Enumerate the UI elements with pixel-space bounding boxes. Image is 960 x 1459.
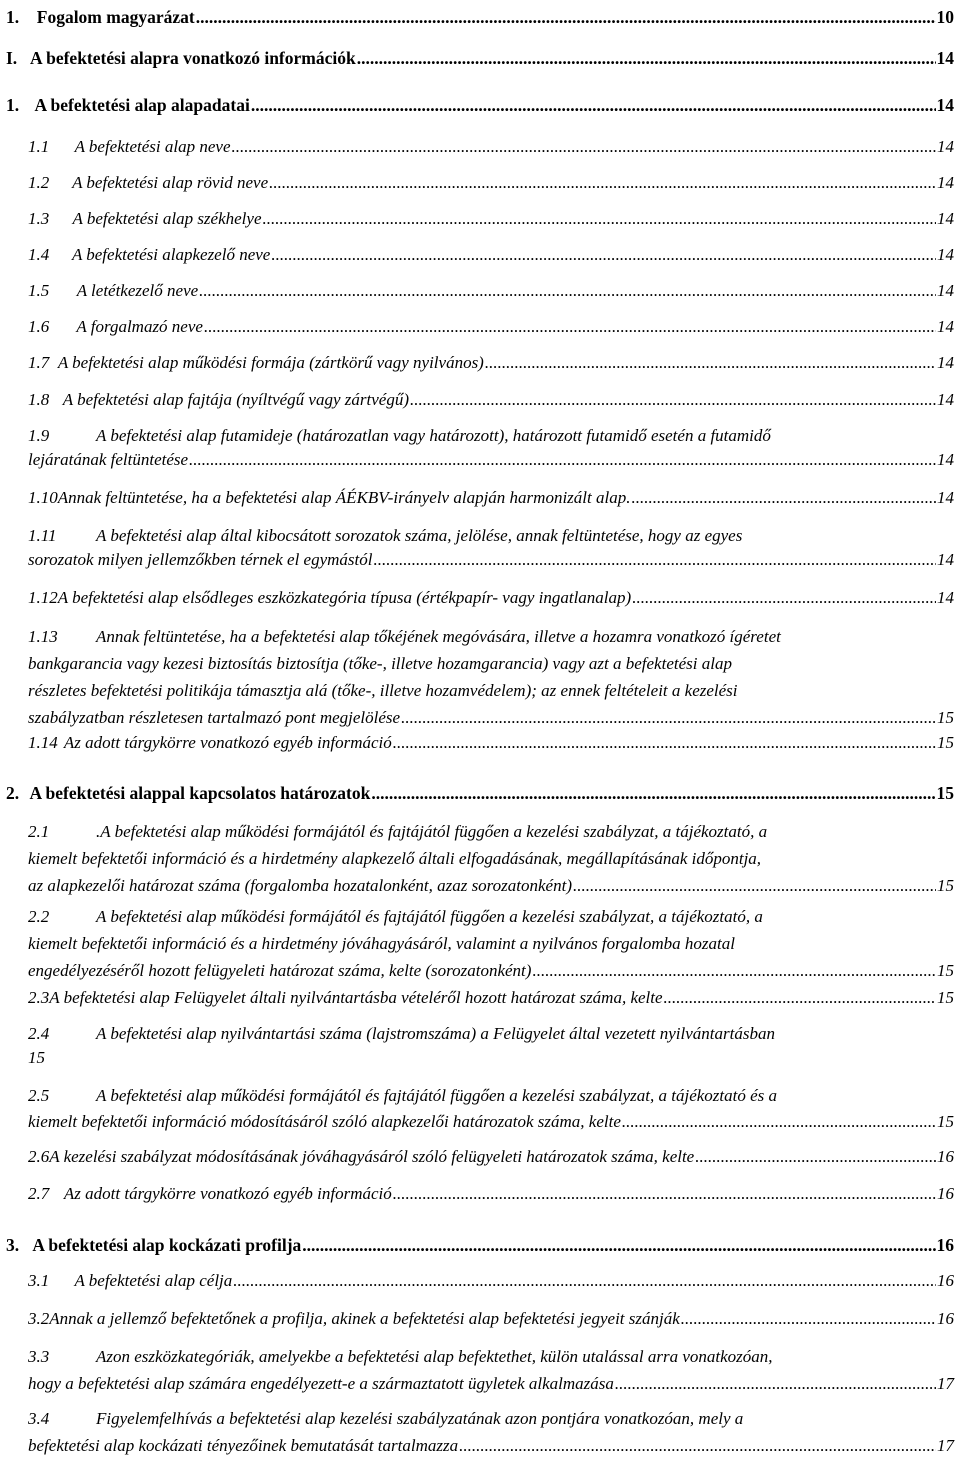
toc-entry[interactable] [28, 524, 954, 572]
toc-entry-title: kiemelt befektetői információ módosításáról szóló alapkezelői határozatok száma, kelte [28, 1112, 621, 1131]
dot-leader [271, 243, 936, 267]
dot-leader [196, 5, 936, 29]
toc-entry-title: A befektetési alap célja [74, 1271, 233, 1290]
dot-leader [459, 1432, 936, 1459]
toc-entry-page: 15 [937, 1112, 954, 1131]
toc-entry-page: 14 [936, 95, 954, 115]
dot-leader [302, 1233, 935, 1257]
toc-entry[interactable] [28, 1145, 954, 1169]
toc-entry-number: 1.11 [28, 526, 57, 545]
toc-entry[interactable] [6, 93, 954, 117]
toc-entry-page: 14 [937, 588, 954, 607]
toc-entry[interactable] [6, 781, 954, 805]
toc-entry-page: 14 [937, 353, 954, 372]
toc-entry-number: 1.2 [28, 173, 50, 192]
toc-entry[interactable] [28, 171, 954, 195]
toc-entry-number: 1.13 [28, 627, 58, 646]
toc-entry-number: 3.3 [28, 1347, 50, 1366]
toc-entry-page: 14 [937, 245, 954, 264]
dot-leader [410, 388, 936, 412]
toc-entry[interactable] [28, 424, 954, 472]
toc-entry[interactable] [28, 818, 954, 899]
toc-entry-title: Az adott tárgykörre vonatkozó egyéb információ [63, 733, 392, 752]
toc-entry-title: bankgarancia vagy kezesi biztosítás biztosítja (tőke-, illetve hozamgarancia) vagy azt a befektetési alap [28, 654, 732, 673]
toc-entry-page: 14 [937, 137, 954, 156]
toc-entry-number: 1.10 [28, 488, 58, 507]
toc-entry-page: 17 [937, 1436, 954, 1455]
toc-entry-number: 1.6 [28, 317, 50, 336]
toc-entry-number: 1. [6, 7, 20, 27]
toc-entry-title: befektetési alap kockázati tényezőinek bemutatását tartalmazza [28, 1436, 459, 1455]
toc-entry[interactable] [28, 1022, 954, 1070]
toc-entry-page: 16 [937, 1309, 954, 1328]
toc-entry-title: Annak feltüntetése, ha a befektetési alap ÁÉKBV-irányelv alapján harmonizált alap. [57, 488, 631, 507]
dot-leader [631, 486, 936, 510]
toc-entry-title: Azon eszközkategóriák, amelyekbe a befektetési alap befektethet, külön utalással arra vonatkozóan, [96, 1347, 773, 1366]
dot-leader [269, 171, 936, 195]
toc-entry[interactable] [28, 486, 954, 510]
toc-entry-number: 1.7 [28, 353, 50, 372]
toc-entry-number: 1.8 [28, 390, 50, 409]
toc-entry-number: 1.14 [28, 733, 58, 752]
dot-leader [532, 957, 936, 984]
toc-entry-number: 1. [6, 95, 20, 115]
toc-entry[interactable] [6, 1233, 954, 1257]
toc-entry[interactable] [28, 903, 954, 984]
toc-entry-page: 14 [937, 550, 954, 569]
dot-leader [232, 135, 937, 159]
dot-leader [622, 1109, 936, 1135]
toc-entry[interactable] [28, 1269, 954, 1293]
toc-entry-title: A befektetési alap neve [74, 137, 231, 156]
dot-leader [357, 46, 936, 70]
toc-entry-title: Figyelemfelhívás a befektetési alap kezelési szabályzatának azon pontjára vonatkozóan, mely a [96, 1409, 744, 1428]
toc-entry[interactable] [28, 351, 954, 375]
toc-entry-title: A befektetési alap fajtája (nyíltvégű vagy zártvégű) [62, 390, 409, 409]
toc-entry-title: az alapkezelői határozat száma (forgalomba hozatalonként, azaz sorozatonként) [28, 876, 572, 895]
toc-entry-page: 15 [937, 708, 954, 727]
toc-entry[interactable] [6, 46, 954, 70]
toc-entry-page: 16 [937, 1184, 954, 1203]
toc-entry[interactable] [28, 388, 954, 412]
toc-entry-page: 14 [937, 488, 954, 507]
dot-leader [251, 93, 936, 117]
toc-entry-title: A befektetési alap Felügyelet általi nyilvántartásba vételéről hozott határozat száma, kelte [49, 988, 663, 1007]
toc-entry-title: A befektetési alap kockázati profilja [32, 1235, 302, 1255]
toc-entry-number: 2. [6, 783, 20, 803]
toc-entry-number: 2.2 [28, 907, 50, 926]
toc-entry[interactable] [28, 986, 954, 1010]
dot-leader [681, 1307, 936, 1331]
toc-entry[interactable] [28, 586, 954, 610]
toc-entry-title: Annak a jellemző befektetőnek a profilja, akinek a befektetési alap befektetési jegyeit szánják [49, 1309, 680, 1328]
toc-entry-title: kiemelt befektetői információ és a hirdetmény alapkezelő általi elfogadásának, megállapításának időpontja, [28, 849, 762, 868]
dot-leader [393, 1182, 936, 1206]
dot-leader [401, 704, 936, 731]
toc-entry-number: 1.3 [28, 209, 50, 228]
toc-entry[interactable] [28, 623, 954, 731]
toc-entry-title: A kezelési szabályzat módosításának jóváhagyásáról szóló felügyeleti határozatok száma, kelte [49, 1147, 695, 1166]
toc-entry[interactable] [6, 5, 954, 29]
dot-leader [233, 1269, 936, 1293]
toc-entry-page: 15 [937, 961, 954, 980]
dot-leader [393, 731, 936, 755]
toc-entry-number: 3.4 [28, 1409, 50, 1428]
toc-entry-number: 2.6 [28, 1147, 50, 1166]
dot-leader [615, 1370, 936, 1397]
toc-entry-page: 15 [937, 876, 954, 895]
toc-entry-number: 2.7 [28, 1184, 50, 1203]
toc-entry-title: A befektetési alap rövid neve [72, 173, 269, 192]
toc-entry-number: 2.3 [28, 988, 50, 1007]
toc-entry-page: 14 [937, 317, 954, 336]
toc-entry[interactable] [28, 1343, 954, 1397]
toc-entry-title: A befektetési alap székhelye [72, 209, 262, 228]
toc-entry-number: 2.1 [28, 822, 50, 841]
toc-entry-page: 15 [937, 988, 954, 1007]
toc-entry-title: A befektetési alap nyilvántartási száma (lajstromszáma) a Felügyelet által vezetett nyilvántartásban [96, 1024, 775, 1043]
toc-entry-title: Az adott tárgykörre vonatkozó egyéb információ [63, 1184, 392, 1203]
toc-entry-number: 3.1 [28, 1271, 50, 1290]
toc-entry-page: 15 [937, 733, 954, 752]
toc-entry-title: kiemelt befektetői információ és a hirdetmény jóváhagyásáról, valamint a nyilvános forgalomba hozatal [28, 934, 735, 953]
toc-entry[interactable] [28, 279, 954, 303]
toc-entry-title: A befektetési alap elsődleges eszközkategória típusa (értékpapír- vagy ingatlanalap) [57, 588, 632, 607]
toc-entry-title: A befektetési alap alapadatai [34, 95, 250, 115]
toc-entry-number: 2.4 [28, 1024, 50, 1043]
dot-leader [664, 986, 936, 1010]
toc-entry-title: Fogalom magyarázat [36, 7, 195, 27]
toc-entry[interactable] [28, 315, 954, 339]
toc-entry-title: részletes befektetési politikája támasztja alá (tőke-, illetve hozamvédelem); az ennek feltételeit a kezelési [28, 681, 738, 700]
toc-entry-page: 14 [936, 48, 954, 68]
toc-entry-number: I. [6, 48, 18, 68]
toc-entry[interactable] [28, 243, 954, 267]
toc-entry-title: A befektetési alap működési formája (zártkörű vagy nyilvános) [57, 353, 484, 372]
dot-leader [573, 872, 936, 899]
toc-entry[interactable] [28, 1083, 954, 1135]
toc-entry-title: A befektetési alappal kapcsolatos határozatok [29, 783, 371, 803]
toc-entry-title: engedélyezéséről hozott felügyeleti határozat száma, kelte (sorozatonként) [28, 961, 532, 980]
toc-entry[interactable] [28, 1182, 954, 1206]
toc-entry-title: A befektetési alap által kibocsátott sorozatok száma, jelölése, annak feltüntetése, hogy az egyes [96, 526, 743, 545]
toc-entry-title: A befektetési alap futamideje (határozatlan vagy határozott), határozott futamidő esetén a futamidő [96, 426, 771, 445]
toc-entry-page: 14 [937, 209, 954, 228]
toc-entry-title: Annak feltüntetése, ha a befektetési alap tőkéjének megóvására, illetve a hozamra vonatkozó ígéretet [96, 627, 781, 646]
dot-leader [199, 279, 936, 303]
toc-entry-title: sorozatok milyen jellemzőkben térnek el egymástól [28, 550, 373, 569]
toc-entry-title: A forgalmazó neve [76, 317, 203, 336]
toc-entry-page: 10 [936, 7, 954, 27]
toc-entry-title: A letétkezelő neve [76, 281, 199, 300]
toc-entry-number: 3.2 [28, 1309, 50, 1328]
toc-entry[interactable] [28, 1307, 954, 1331]
toc-entry-title: hogy a befektetési alap számára engedélyezett-e a származtatott ügyletek alkalmazása [28, 1374, 614, 1393]
toc-entry[interactable] [28, 207, 954, 231]
toc-entry-number: 1.12 [28, 588, 58, 607]
toc-entry[interactable] [28, 1405, 954, 1459]
toc-entry-number: 1.4 [28, 245, 50, 264]
toc-entry-page: 16 [937, 1147, 954, 1166]
toc-entry-title: lejáratának feltüntetése [28, 450, 189, 469]
toc-entry-number: 3. [6, 1235, 20, 1255]
toc-entry[interactable] [28, 731, 954, 755]
toc-entry-page: 16 [936, 1235, 954, 1255]
toc-entry-page: 15 [936, 783, 954, 803]
toc-entry-page: 14 [937, 390, 954, 409]
toc-entry-number: 1.5 [28, 281, 50, 300]
dot-leader [485, 351, 936, 375]
toc-entry-page: 14 [937, 450, 954, 469]
toc-entry-title: .A befektetési alap működési formájától és fajtájától függően a kezelési szabályzat, a tájékoztató, a [96, 822, 768, 841]
toc-entry-page: 14 [937, 281, 954, 300]
toc-entry-title: A befektetési alapra vonatkozó információk [30, 48, 356, 68]
toc-entry-number: 2.5 [28, 1086, 50, 1105]
toc-entry-title: 15 [28, 1048, 45, 1067]
toc-entry-title: A befektetési alapkezelő neve [71, 245, 271, 264]
toc-entry-page: 17 [937, 1374, 954, 1393]
dot-leader [371, 781, 935, 805]
dot-leader [263, 207, 937, 231]
toc-entry-page: 14 [937, 173, 954, 192]
toc-entry-title: szabályzatban részletesen tartalmazó pont megjelölése [28, 708, 401, 727]
toc-entry-title: A befektetési alap működési formájától és fajtájától függően a kezelési szabályzat, a tájékoztató, a [96, 907, 763, 926]
dot-leader [632, 586, 936, 610]
dot-leader [695, 1145, 936, 1169]
toc-entry-number: 1.9 [28, 426, 50, 445]
dot-leader [373, 548, 936, 572]
toc-entry-page: 16 [937, 1271, 954, 1290]
toc-entry[interactable] [28, 135, 954, 159]
toc-entry-title: A befektetési alap működési formájától és fajtájától függően a kezelési szabályzat, a tájékoztató és a [96, 1086, 778, 1105]
dot-leader [189, 448, 936, 472]
toc-entry-number: 1.1 [28, 137, 50, 156]
dot-leader [204, 315, 936, 339]
